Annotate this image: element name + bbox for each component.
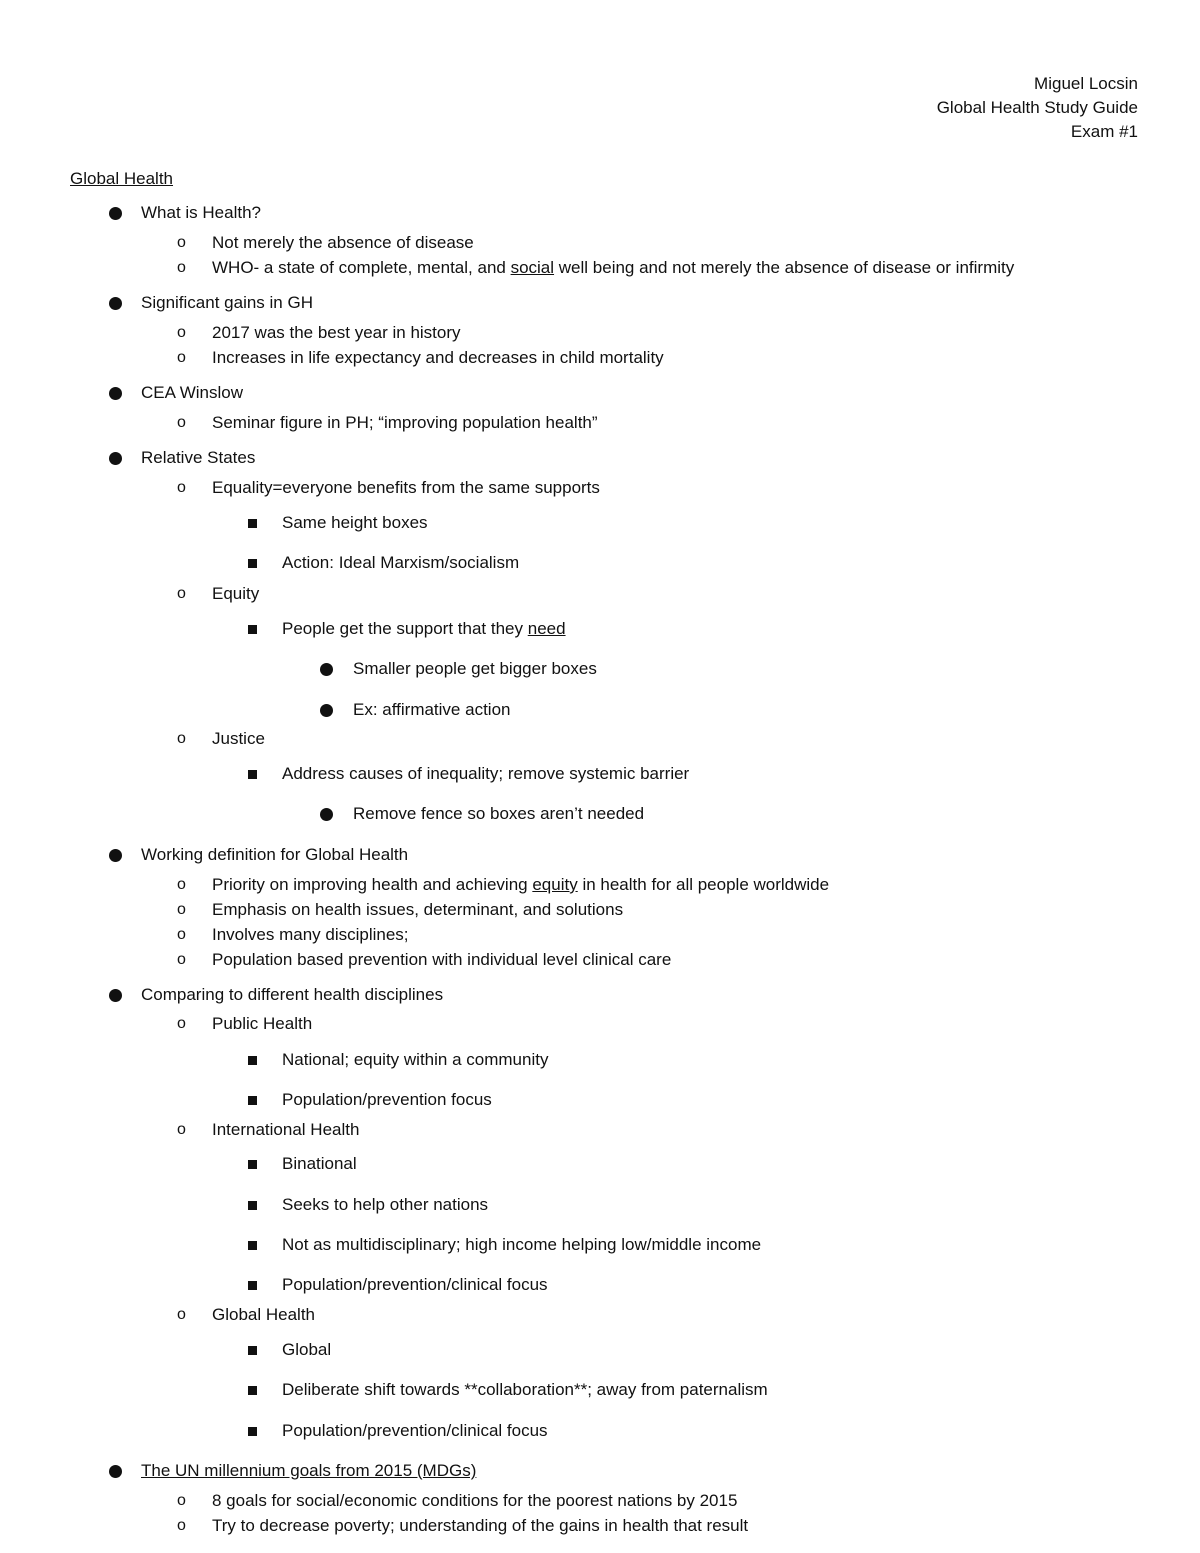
outline-item-text: Population/prevention/clinical focus [282, 1421, 548, 1440]
underlined-term: need [527, 619, 566, 638]
outline-item-text: What is Health? [141, 203, 261, 222]
square-bullet-icon [248, 1427, 257, 1436]
outline-item-text: Address causes of inequality; remove systemic barrier [282, 764, 690, 783]
text-segment: WHO- a state of complete, mental, and [212, 258, 511, 277]
outline-item-text: 2017 was the best year in history [212, 323, 461, 342]
square-bullet-icon [248, 770, 257, 779]
outline-item-text: Significant gains in GH [141, 293, 313, 312]
outline-item-text [141, 1461, 476, 1481]
outline-item-text [212, 875, 829, 895]
circle-bullet-icon: o [177, 259, 186, 276]
outline-item-text: Population/prevention/clinical focus [282, 1275, 548, 1294]
outline-item-text: Relative States [141, 448, 256, 467]
outline-item-text: Seeks to help other nations [282, 1195, 489, 1214]
circle-bullet-icon: o [177, 1492, 186, 1509]
text-segment: Priority on improving health and achieving [212, 875, 533, 894]
square-bullet-icon [248, 1281, 257, 1290]
text-segment: well being and not merely the absence of disease or infirmity [554, 258, 1015, 277]
outline-item-text: Equality=everyone benefits from the same supports [212, 478, 600, 497]
outline-item-text: Action: Ideal Marxism/socialism [282, 553, 520, 572]
outline-item-text: Public Health [212, 1014, 313, 1033]
disc-bullet-icon [109, 387, 122, 400]
square-bullet-icon [248, 1386, 257, 1395]
outline-item-text: Same height boxes [282, 513, 428, 532]
circle-bullet-icon: o [177, 926, 186, 943]
exam-label: Exam #1 [1070, 122, 1138, 141]
square-bullet-icon [248, 1160, 257, 1169]
outline-item-text: CEA Winslow [141, 383, 244, 402]
underlined-term: social [510, 258, 555, 277]
outline-item-text: International Health [212, 1120, 360, 1139]
outline-item-text: Binational [282, 1154, 357, 1173]
course-title: Global Health Study Guide [936, 98, 1138, 117]
underlined-term: The UN millennium goals from 2015 (MDGs) [141, 1461, 477, 1480]
outline-item-text: Seminar figure in PH; “improving population health” [212, 413, 598, 432]
underlined-term: equity [532, 875, 578, 894]
outline-item-text: National; equity within a community [282, 1050, 549, 1069]
outline-item-text [282, 619, 566, 639]
disc-bullet-icon [109, 297, 122, 310]
outline-item-text: Working definition for Global Health [141, 845, 409, 864]
disc-bullet-icon [109, 849, 122, 862]
circle-bullet-icon: o [177, 349, 186, 366]
square-bullet-icon [248, 625, 257, 634]
outline-item-text: Increases in life expectancy and decreases in child mortality [212, 348, 664, 367]
circle-bullet-icon: o [177, 585, 186, 602]
circle-bullet-icon: o [177, 1121, 186, 1138]
circle-bullet-icon: o [177, 730, 186, 747]
author-name: Miguel Locsin [1034, 74, 1138, 93]
outline-item-text: Emphasis on health issues, determinant, and solutions [212, 900, 624, 919]
disc-bullet-icon [320, 663, 333, 676]
disc-bullet-icon [320, 704, 333, 717]
square-bullet-icon [248, 1201, 257, 1210]
text-segment: in health for all people worldwide [577, 875, 830, 894]
disc-bullet-icon [320, 808, 333, 821]
outline-item-text: Global [282, 1340, 332, 1359]
outline-item-text: Not as multidisciplinary; high income helping low/middle income [282, 1235, 762, 1254]
circle-bullet-icon: o [177, 1306, 186, 1323]
square-bullet-icon [248, 1096, 257, 1105]
square-bullet-icon [248, 559, 257, 568]
outline-item-text: Not merely the absence of disease [212, 233, 474, 252]
outline-item-text: Population based prevention with individual level clinical care [212, 950, 672, 969]
disc-bullet-icon [109, 1465, 122, 1478]
outline-item-text: Global Health [212, 1305, 316, 1324]
circle-bullet-icon: o [177, 324, 186, 341]
square-bullet-icon [248, 1241, 257, 1250]
circle-bullet-icon: o [177, 951, 186, 968]
circle-bullet-icon: o [177, 479, 186, 496]
disc-bullet-icon [109, 452, 122, 465]
outline-item-text: Try to decrease poverty; understanding of the gains in health that result [212, 1516, 749, 1535]
circle-bullet-icon: o [177, 1517, 186, 1534]
circle-bullet-icon: o [177, 1015, 186, 1032]
outline-item-text: Ex: affirmative action [353, 700, 511, 719]
outline-item-text: Comparing to different health disciplines [141, 985, 444, 1004]
circle-bullet-icon: o [177, 414, 186, 431]
outline-item-text: Justice [212, 729, 265, 748]
disc-bullet-icon [109, 207, 122, 220]
square-bullet-icon [248, 519, 257, 528]
circle-bullet-icon: o [177, 234, 186, 251]
outline-item-text: Involves many disciplines; [212, 925, 409, 944]
circle-bullet-icon: o [177, 901, 186, 918]
square-bullet-icon [248, 1056, 257, 1065]
text-segment: People get the support that they [282, 619, 528, 638]
outline-item-text: Smaller people get bigger boxes [353, 659, 597, 678]
outline-item-text: 8 goals for social/economic conditions for the poorest nations by 2015 [212, 1491, 738, 1510]
outline-item-text: Remove fence so boxes aren’t needed [353, 804, 645, 823]
circle-bullet-icon: o [177, 876, 186, 893]
square-bullet-icon [248, 1346, 257, 1355]
outline-item-text: Deliberate shift towards **collaboration**; away from paternalism [282, 1380, 768, 1399]
section-title: Global Health [70, 169, 174, 188]
outline-item-text: Population/prevention focus [282, 1090, 492, 1109]
outline-item-text: Equity [212, 584, 260, 603]
disc-bullet-icon [109, 989, 122, 1002]
outline-item-text [212, 258, 1014, 278]
